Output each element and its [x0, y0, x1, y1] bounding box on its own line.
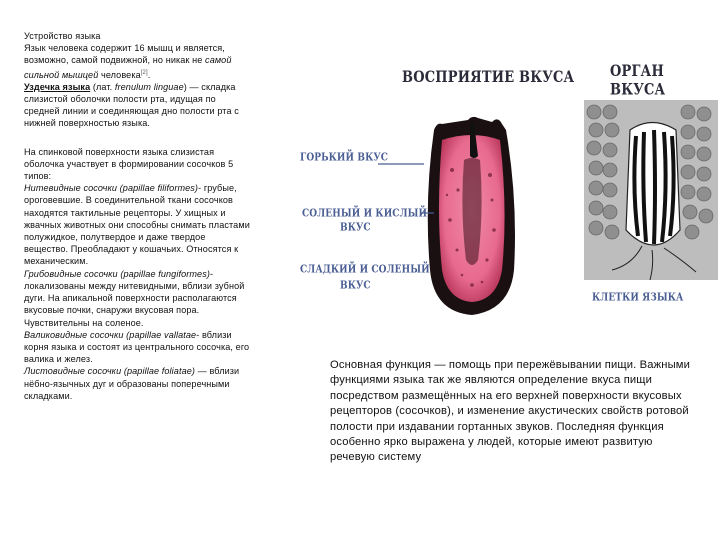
tongue-cells-label: КЛЕТКИ ЯЗЫКА	[592, 292, 684, 304]
bitter-taste-label: ГОРЬКИЙ ВКУС	[300, 152, 389, 164]
salty-sour-label-line2: ВКУС	[340, 222, 371, 234]
taste-perception-title: ВОСПРИЯТИЕ ВКУСА	[402, 68, 575, 87]
frenulum-paragraph: Уздечка языка (лат. frenulum linguae) — складка слизистой оболочки полости рта, идущая по средней линии и соединяющая дно полости рта с нижней поверхностью языка.	[24, 81, 239, 129]
sweet-salty-label-line2: ВКУС	[340, 280, 371, 292]
structure-heading: Устройство языка	[24, 31, 101, 41]
function-paragraph: Основная функция — помощь при пережёвывании пищи. Важными функциями языка так же являются определение вкуса пищи посредством размещённых на его верхней поверхности вкусовых рецепторов (сосочков), и изменение акустических свойств ротовой полости при издавании гортанных звуков. Последняя функция особенно ярко выражена у людей, которые имеют развитую речевую систему	[330, 359, 691, 464]
taste-organ-title: ОРГАН ВКУСА	[610, 62, 666, 100]
filiform-papillae-term: Нитевидные сосочки (papillae filiformes)	[24, 183, 199, 194]
salty-sour-label-line1: СОЛЕНЫЙ И КИСЛЫЙ	[302, 208, 428, 220]
vallate-papillae-term: Валиковидные сосочки (papillae vallatae	[24, 329, 197, 340]
foliate-papillae-term: Листовидные сосочки (papillae foliatae)	[24, 366, 196, 377]
taste-cells-illustration	[584, 100, 718, 280]
tongue-structure-paragraph: Устройство языка Язык человека содержит 16 мышц и является, возможно, самой подвижной, но никак не самой сильной мышцей человека[2].	[24, 31, 232, 80]
sweet-salty-label-line1: СЛАДКИЙ И СОЛЕНЫЙ	[300, 264, 430, 276]
fungiform-papillae-term: Грибовидные сосочки (papillae fungiformes)	[24, 268, 210, 279]
taste-figure	[292, 60, 720, 330]
papillae-paragraph: На спинковой поверхности языка слизистая оболочка участвует в формировании сосочков 5 типов: Нитевидные сосочки (papillae filiformes)- грубые, ороговевшие. В соединительной ткани сосочков находятся тактильные рецепторы. У хищных и жвачных животных они способны снимать пластами полужидкое, полутвердое и даже твердое вещество. Преобладают у кошачьих. Относятся к механическим. Грибовидные сосочки (papillae fungiformes)-локализованы между нитевидными, вблизи зубной дуги. На апикальной поверхности располагаются вкусовые почки, снаружи вкусовая пора. Чувствительны на соленое. Валиковидные сосочки (papillae vallatae- вблизи корня языка и состоят из центрального сосочка, его валика и желез. Листовидные сосочки (papillae foliatae) — вблизи нёбно-язычных дуг и образованы поперечными складками.	[24, 146, 250, 401]
left-text-column	[24, 30, 250, 402]
frenulum-term: Уздечка языка	[24, 81, 91, 92]
reference-link[interactable]: [2]	[140, 69, 148, 76]
